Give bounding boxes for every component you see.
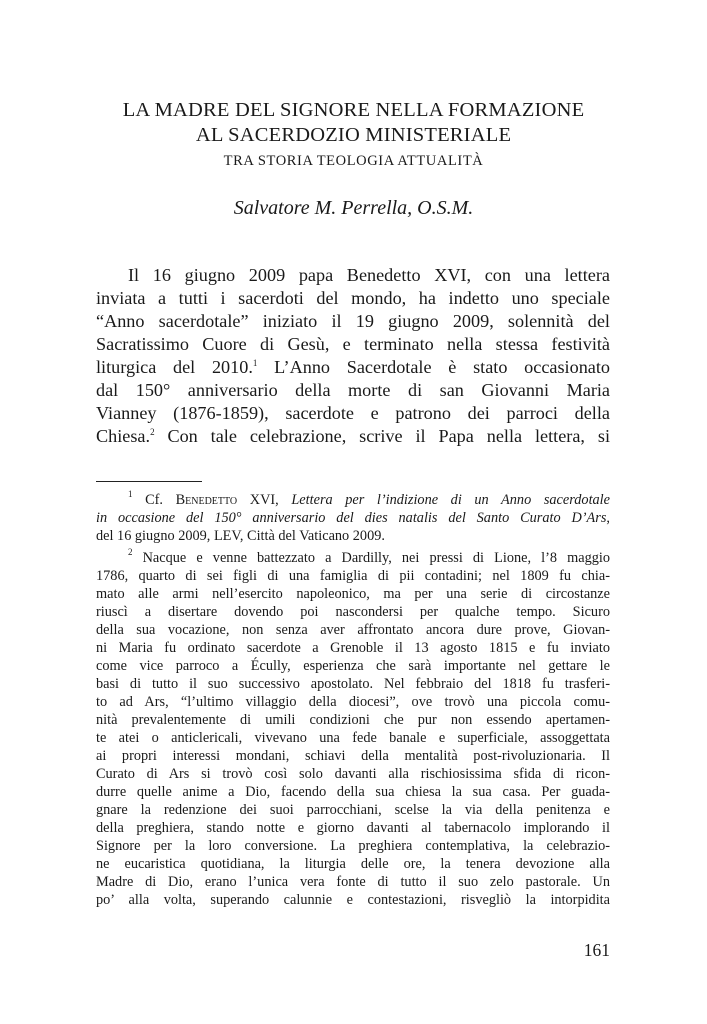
body-line-6: dal 150° anniversario della morte di san Giovanni Maria xyxy=(96,380,610,400)
footnote-2-line-13: Curato di Ars si trovò così solo davanti alla rischiosissima sfida di ricon- xyxy=(96,766,610,782)
footnote-2-text: Nacque e venne battezzato a Dardilly, nei pressi di Lione, l’8 maggio xyxy=(142,550,611,566)
body-text-segment: L’Anno Sacerdotale è stato occasionato xyxy=(257,357,611,377)
article-title-line-1: LA MADRE DEL SIGNORE NELLA FORMAZIONE xyxy=(122,99,585,121)
footnote-2-line-4: riuscì a disertare dovendo poi nascondersi per qualche tempo. Sicuro xyxy=(96,604,610,620)
footnote-2-line-8: basi di tutto il suo successivo apostolato. Nel febbraio del 1818 fu trasferi- xyxy=(96,676,610,692)
footnote-2-line-19: Madre di Dio, erano l’unica vera fonte di tutto il suo zelo pastorale. Un xyxy=(96,874,610,890)
body-text-segment: Con tale celebrazione, scrive il Papa nella lettera, si xyxy=(154,426,610,446)
article-subtitle: TRA STORIA TEOLOGIA ATTUALITÀ xyxy=(223,153,484,169)
footnote-2-line-1 xyxy=(128,549,610,567)
body-line-4: Sacratissimo Cuore di Gesù, e terminato nella stessa festività xyxy=(96,334,610,354)
footnote-2-line-2: 1786, quarto di sei figli di una famiglia di pii contadini; nel 1809 fu chia- xyxy=(96,568,610,584)
footnote-2-line-12: ai propri interessi mondani, schiavi della mentalità post-rivoluzionaria. Il xyxy=(96,748,610,764)
footnote-ref-1[interactable]: 1 xyxy=(252,358,258,368)
footnote-2-line-14: durre quelle anime a Dio, facendo della sua chiesa la sua casa. Per guada- xyxy=(96,784,610,800)
body-text-segment: Chiesa. xyxy=(96,426,151,446)
article-author: Salvatore M. Perrella, O.S.M. xyxy=(233,197,474,219)
body-line-5 xyxy=(96,356,610,378)
footnote-2-line-10: nità prevalentemente di umili condizioni che pur non essendo apertamen- xyxy=(96,712,610,728)
body-text-segment: liturgica del 2010. xyxy=(96,357,253,377)
footnote-2-number: 2 xyxy=(128,547,133,557)
footnote-1-title-a: Lettera per l’indizione di un Anno sacerdotale xyxy=(291,492,611,508)
body-line-8 xyxy=(96,425,610,447)
footnote-2-line-11: te atei o anticlericali, vivevano una fede banale e superficiale, assoggettata xyxy=(96,730,610,746)
footnote-1-line-3: del 16 giugno 2009, LEV, Città del Vaticano 2009. xyxy=(96,528,385,544)
footnote-1-author-rest: XVI, xyxy=(237,492,292,508)
footnote-2-line-18: ne eucaristica quotidiana, la liturgia delle ore, la tenera devozione alla xyxy=(96,856,610,872)
footnote-1-line-1 xyxy=(128,491,610,509)
footnote-1-number: 1 xyxy=(128,489,133,499)
body-line-2: inviata a tutti i sacerdoti del mondo, ha indetto uno speciale xyxy=(96,288,610,308)
footnote-1-author: Benedetto xyxy=(175,492,238,508)
footnote-ref-2[interactable]: 2 xyxy=(150,427,155,437)
footnote-1-title-b: in occasione del 150° anniversario del dies natalis del Santo Curato D’Ars xyxy=(96,510,607,526)
body-line-7: Vianney (1876-1859), sacerdote e patrono dei parroci della xyxy=(96,403,610,423)
footnote-2-line-16: della preghiera, stando notte e giorno davanti al tabernacolo implorando il xyxy=(96,820,610,836)
article-title-line-2: AL SACERDOZIO MINISTERIALE xyxy=(195,124,512,146)
footnote-1-line-2 xyxy=(96,509,610,527)
footnote-2-line-20: po’ alla volta, superando calunnie e contestazioni, risvegliò la intorpidita xyxy=(96,892,610,908)
footnote-2-line-17: Signore per la loro conversione. La preghiera contemplativa, la celebrazio- xyxy=(96,838,610,854)
footnote-1-comma: , xyxy=(606,510,610,526)
footnote-2-line-3: mato alle armi nell’esercito napoleonico, ma per una serie di circostanze xyxy=(96,586,610,602)
footnote-2-line-15: gnare la redenzione dei suoi parrocchiani, scelse la via della penitenza e xyxy=(96,802,610,818)
body-line-3: “Anno sacerdotale” iniziato il 19 giugno 2009, solennità del xyxy=(96,311,610,331)
footnote-2-line-5: della sua vocazione, non senza aver affrontato ancora dure prove, Giovan- xyxy=(96,622,610,638)
footnote-2-line-9: to ad Ars, “l’ultimo villaggio della diocesi”, ove trovò una piccola comu- xyxy=(96,694,610,710)
body-line-1: Il 16 giugno 2009 papa Benedetto XVI, con una lettera xyxy=(128,265,610,285)
footnote-1-cf: Cf. xyxy=(145,492,176,508)
footnote-2-line-7: come vice parroco a Écully, esperienza che sarà importante nel gettare le xyxy=(96,658,610,674)
footnote-2-line-6: ni Maria fu ordinato sacerdote a Grenoble il 13 agosto 1815 e fu inviato xyxy=(96,640,610,656)
footnote-separator xyxy=(96,481,202,482)
page-number: 161 xyxy=(583,940,610,960)
